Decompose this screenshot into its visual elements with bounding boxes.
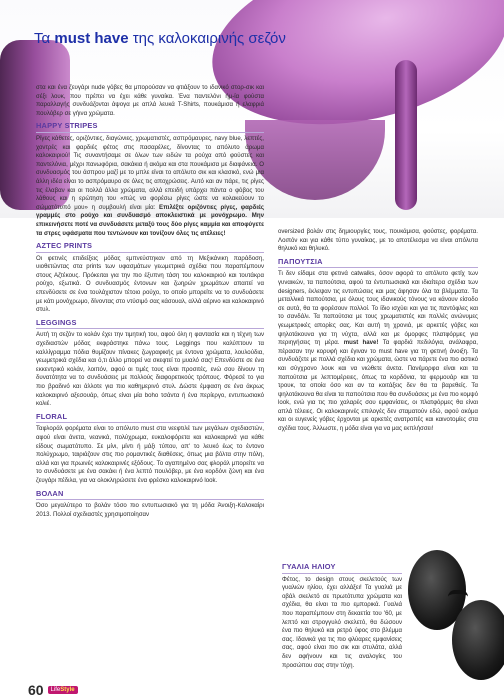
section-rule — [36, 328, 264, 329]
section-heading-shoes: ΠΑΠΟΥΤΣΙΑ — [278, 256, 323, 266]
page-footer — [28, 682, 78, 698]
intro-paragraph: στα και ένα ζευγάρι nude γόβες θα μπορούσαν να φτιάξουν το ιδανικό στορ-σικ και σέξι λουκ, που πρέπει να έχει κάθε γυναίκα. Ένα παντελόνι ήμ-ία φούστα παραλλαγής συνδυάζονται άψογα με απλά λευκά T-Shirts, πουκάμισα ή ελαφριά πουλόβερ σε γήινα χρώματα. — [36, 84, 264, 117]
section-body-aztec-prints: Οι φετινές επιδείξεις μόδας εμπνεύστηκαν από τη Μεξικάνικη παράδοση, υιοθετώντας στα prints των υφασμάτων γεωμετρικά σχέδια που παραπέμπουν στους Αζτέκους. Πρόκειται για την πιο έξυπνη τάση του καλοκαιριού και τουτάκρα ρούχο, εξωτικά. Ο συνδυασμός έντονων και ζωηρών χρωμάτων απαιτεί να επενδύσετε σε ένα τουλάχιστον τέτοιο ρούχο, το οποίο μπορείτε να το συνδυάσετε με κάτι μονόχρωμο, δίνοντας στο ντύσιμό σας κάσουαλ, αλλά αέρινο και καλοκαιρινό στυλ. — [36, 254, 264, 314]
section-heading-floral: FLORAL — [36, 411, 68, 421]
sunglasses-photo — [408, 540, 504, 680]
magazine-logo: LifeStyle — [48, 686, 78, 694]
title-prefix: Τα — [34, 29, 51, 47]
section-rule — [282, 573, 402, 574]
shoe-photo-heel — [395, 60, 417, 210]
shoe-photo-arch — [245, 120, 385, 200]
section-body-happy-stripes: Ρίγες κάθετες, οριζόντιες, διαγώνιες, χρωματιστές, ασπρόμαυρες, navy blue, λεπτές, χοντρές και φαρδιές φέτος στις πασαρέλες, δίνοντας το απόλυτο άρωμα καλοκαιριού! Τις συναντήσαμε σε όλων των ειδών τα ρούχα από φούστες και παντελόνια, μέχρι πανωφόρια, σακάκια ή ακόμα και στα πουκάμισα με διαφάνεια. Ο συνδυασμός του άσπρου μαζί με το μπλε είναι το απόλυτο σικ και κλασικό, ενώ μια άλλη ιδέα είναι το ασπρόμαυρο σε όλες τις αποχρώσεις. Αυτό και αν πάρε, τις ρίγες τις έλαβαν και οι πολλά άλλα χρώματα, αλλά επειδή υπάρχει πάντα ο φόβος του λάθους και η ερώτηση του «πώς να φορέσω ρίγες ώστε να κολακεύουν το σώματότυπό μου» η συμβουλή είναι μία: Επιλέξτε οριζόντιες ρίγες, φαρδιές γραμμές στο ρούχο και συνδυασμό αποκλειστικά με μονόχρωμο. Μην επικεινήσετε ποτέ να συνδυάσετε μεταξύ τους δύο ρίγες καμμία και αποφύγετε τα στρες υφάσματα που τεντώνουν και τονίζουν όλες τις ατέλειες! — [36, 134, 264, 237]
section-body-shoes: Τι δεν είδαμε στα φετινά catwalks, όσον αφορά το απόλυτο φετίχ των γυναικών, τα παπούτσια, αφού τα έντυπωσιακά και ιδιαίτερα σχέδια των designers, έκλεψαν τις εντυπώσεις και μας άφησαν όλα τα βλέμματα. Τα μεταλλικά παπούτσια, με όλους τους ιδανικούς τόνους να κάνουν είσοδο σε αυτά, θα τα φορέσουν πολλοί. Το ίδιο ισχύει και για τις παντόφλες και το σανδάλι. Τα παπούτσια με τους χρωματιστές και πολλές ανώνυμες γεωμετρικές απορίες σας. Και αυτή τη χρονιά, με αρκετές γόβες και ψηλοτάκουνα για τη νύχτα, αλλά και με όμορφες πλατφόρμες για περιηγήσεις τη μέρα. must have! Τα φαρδιά πεδιλόγια, ανάλαφρα, πέρασαν την κορυφή και έγιναν το must have για τη φετινή άνοιξη. Τα συνδυάζετε με πολλά σχέδια και χρώματα, ώστε να πάρετε ένα πιο αστικό και σύγχρονο λουκ και να νιώθετε άνετα. Πανέμορφα είναι και τα παπούτσια με λεπτομέρειες, όπως τα κορδόνια, τα φερμουάρ και τα τρουκ, τα οποία όσο και αν τα κοιτάξεις δεν θα τα βαρεθείς. Τα ψηλοτάκουνα θα είναι τα παπούτσια που θα συνδυάσεις με ένα πιο κομψό look, ενώ για τις πιο χαλαρές σου εμφανίσεις, οι πλατφόρμες θα είναι απλά τέλειες. Οι καλοκαιρινές επιλογές δεν σταματούν εδώ, αφού ακόμα και οι ευγενείς γόβες έρχονται με αρκετές ανατροπές και καινοτομίες στα σχέδια τους. Άλλωστε, η μόδα είναι για να μας εκπλήσσει! — [278, 270, 478, 433]
section-rule — [36, 422, 264, 423]
section-body-floral: Ταφλοράλ φορέματα είναι το απόλυτο must στα νεεφτιλέ των μεγάλων σχεδιαστών, αφού είναι άνετα, νεανικά, πολύχρωμα, ευκαλοφόρετα και καλοκαιρινά για κάθε είδους σωματότυπο. Σε μίνι, μίντι ή μάξι τύπου, απ' το λευκό έως το έντονο πολύχρωμο, ταιριάζουν στις πιο ρομαντικές διαθέσεις, όπως μια βόλτα στην πόλη, αλλά και για πρωινές καλοκαιρινές εξόδους. Το αγαπημένο σας φλοράλ μπορείτε να το συνδυάσετε με ένα σακάκι ή ένα λεπτό πουλόβερ, με ένα κορδόνι ζώνη και ένα ζευγάρι πέδιλα, για να ολοκληρώσετε ένα φρέσκο καλοκαιρινό look. — [36, 425, 264, 484]
section-rule — [36, 252, 264, 253]
section-rule — [36, 499, 264, 500]
title-suffix: της καλοκαιρινής σεζόν — [132, 29, 286, 47]
section-rule — [36, 132, 264, 133]
left-column — [36, 84, 264, 520]
sunglasses-lens-right — [452, 600, 504, 680]
sunglasses-bridge — [448, 590, 468, 604]
section-heading-happy-stripes: HAPPY STRIPES — [36, 121, 98, 131]
page-number: 60 — [28, 682, 44, 698]
right-column — [278, 228, 478, 435]
section-body-volan: Όσο μεγαλύτερο το βολάν τόσο πιο εντυπωσιακό για τη μόδα Άνοιξη-Καλοκαίρι 2013. Πολλοί σχεδιαστές χρησιμοποίησαν — [36, 502, 264, 518]
section-body-leggings: Αυτή τη σεζόν το κολάν έχει την τιμητική του, αφού όλη η φαντασία και η τέχνη των σχεδιαστών μόδας εκφράστηκε πάνω τους. Leggings που καλύπτουν τα καλλίγραμμα πόδια θυμίζουν πίνακες ζωγραφικής με έντονα χρώματα, λουλούδια, γεωμετρικά σχέδια και ό,τι άλλο μπορεί να σκεφτεί το μυαλό σας! Επενδύστε σε ένα εκκεντρικό κολάν, λοιπόν, αφού οι τιμές τους είναι προσιτές, ενώ σου δίνουν τη δυνατότητα να το συνδυάσεις με πολλούς διαφορετικούς τρόπους. Φόρεσέ το για πιο βραδινό και άλλοτε για πιο καθημερινό στυλ. Δώστε έμφαση σε ένα άκρως καλοκαιρινό αξεσουάρ, όπως είναι μία boho τσάντα ή ένα περίεργο, εντυπωσιακό κολιέ. — [36, 331, 264, 408]
section-body-sunglasses: Φέτος, το design στους σκελετούς των γυαλιών ηλίου, έχει αλλάξει! Τα γυαλιά με οβάλ σκελετό σε πρωτότυπα χρώματα και σχέδια, θα είναι τα πιο εμπορικά. Γυαλιά που παραπέμπουν στη δεκαετία του '60, με λεπτό και στρογγυλό σκελετό, θα δώσουν ένα πιο θηλυκό και ρετρό ύφος στο βλέμμα σας. Ιδανικά για τις πιο φλύαρες εμφανίσεις σας, αφού είναι πιο σικ και στυλάτα, αλλά δεν αφήνουν και τις αναλογίες του προσώπου σας στην τύχη. — [282, 575, 402, 669]
volan-continued: oversized βολάν στις δημιουργίες τους, πουκάμισα, φούστες, φορέματα. Λοιπόν και για κάθε τύπο γυναίκας, με το αποτέλεσμα να είναι απόλυτα θηλυκό και θηλυκό. — [278, 228, 478, 253]
section-heading-volan: ΒΟΛΑΝ — [36, 488, 64, 498]
section-heading-sunglasses: ΓΥΑΛΙΑ ΗΛΙΟΥ — [282, 562, 336, 571]
title-emphasis: must have — [54, 29, 129, 47]
section-heading-aztec-prints: AZTEC PRINTS — [36, 241, 93, 251]
page-title — [34, 26, 286, 50]
glasses-section — [282, 559, 402, 671]
section-heading-leggings: LEGGINGS — [36, 317, 77, 327]
section-rule — [278, 267, 478, 268]
